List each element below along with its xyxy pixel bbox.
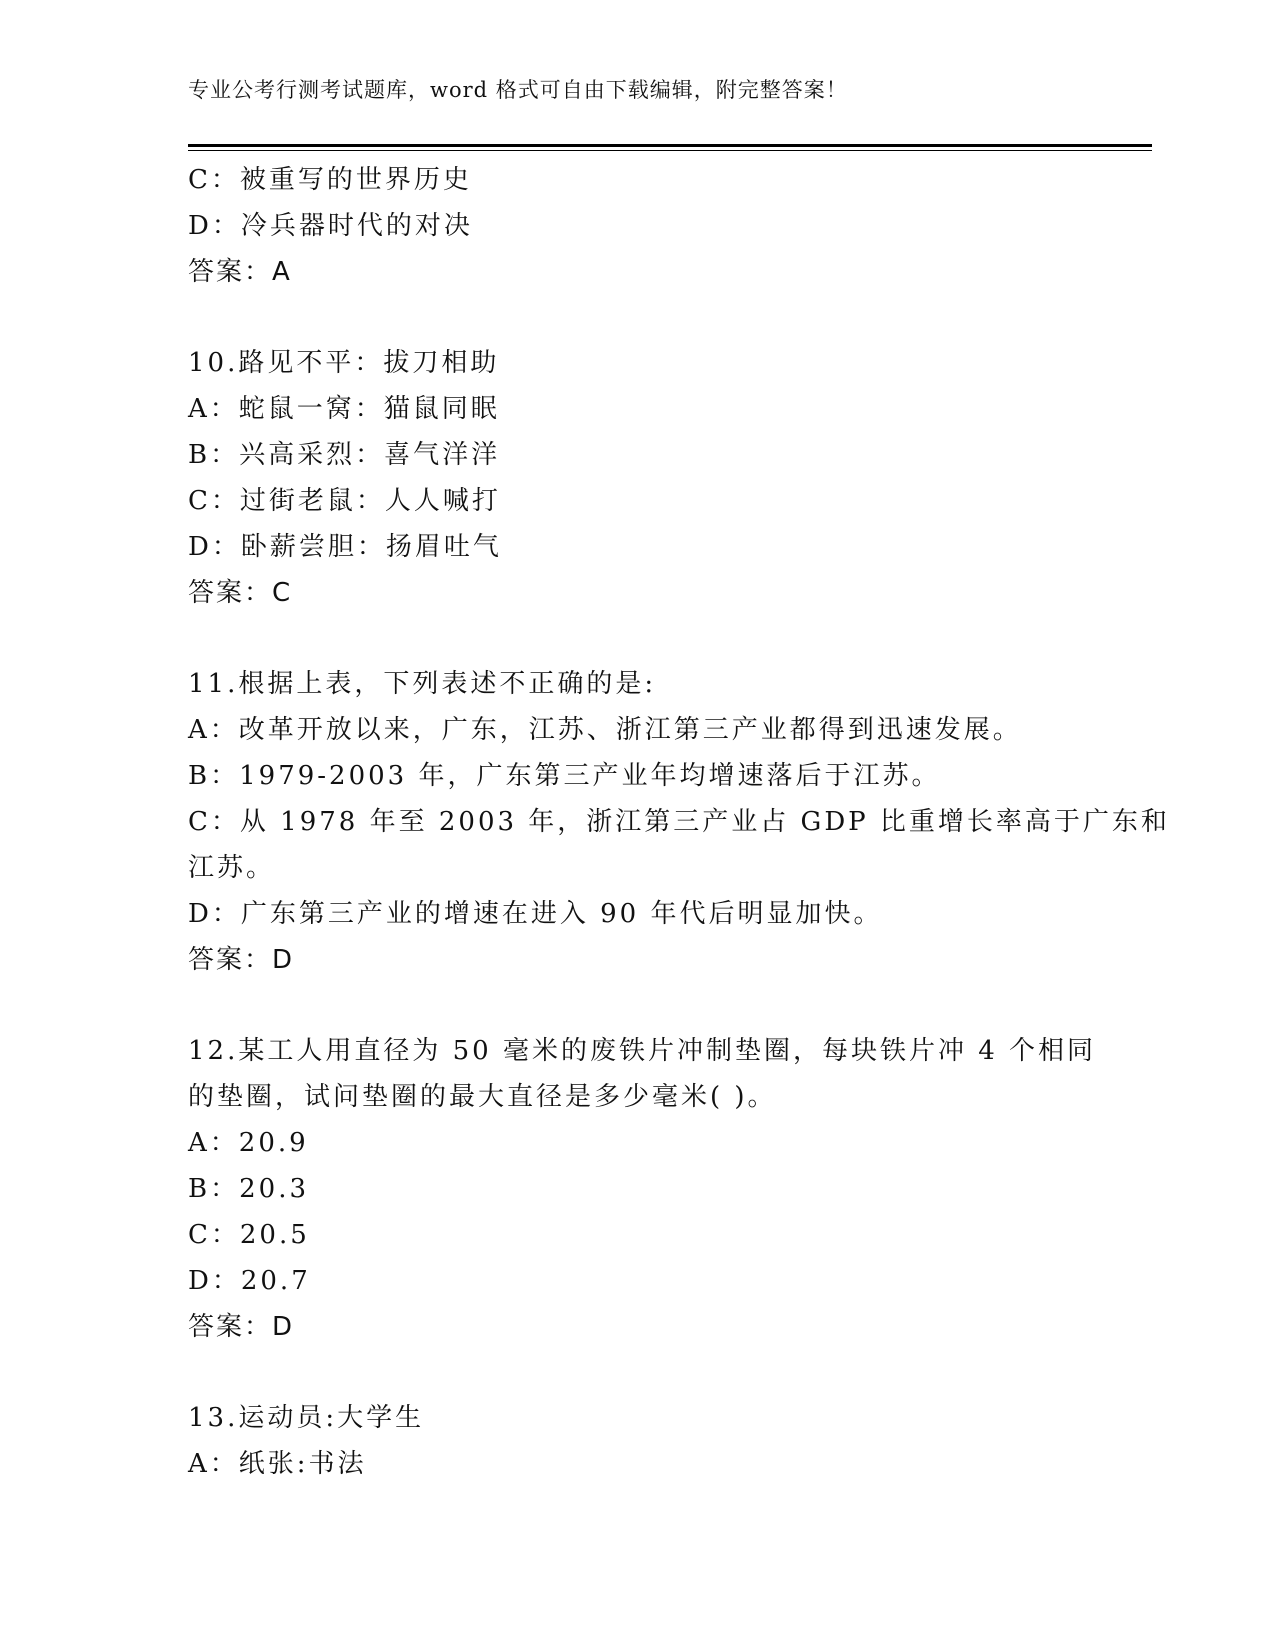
answer-line: 答案：D — [188, 1312, 295, 1342]
option-c: C：20.5 — [188, 1220, 310, 1250]
option-b: B：1979-2003 年，广东第三产业年均增速落后于江苏。 — [188, 761, 941, 791]
question-stem: 13.运动员:大学生 — [188, 1403, 425, 1433]
spacer — [188, 616, 1088, 661]
option-a: A：20.9 — [188, 1128, 309, 1158]
page-header: 专业公考行测考试题库，word 格式可自由下载编辑，附完整答案！ — [188, 78, 848, 102]
spacer — [188, 1350, 1088, 1395]
option-d: D：卧薪尝胆：扬眉吐气 — [188, 532, 502, 562]
option-d: D：广东第三产业的增速在进入 90 年代后明显加快。 — [188, 899, 883, 929]
question-stem-continued: 的垫圈，试问垫圈的最大直径是多少毫米( )。 — [188, 1082, 777, 1112]
answer-line: 答案：C — [188, 578, 293, 608]
spacer — [188, 295, 1088, 340]
question-10 — [188, 340, 1088, 616]
option-a: A：蛇鼠一窝：猫鼠同眠 — [188, 394, 500, 424]
option-a: A：纸张:书法 — [188, 1449, 367, 1479]
option-b: B：20.3 — [188, 1174, 309, 1204]
question-12 — [188, 1028, 1097, 1350]
option-c: C：从 1978 年至 2003 年，浙江第三产业占 GDP 比重增长率高于广东和 — [188, 807, 1170, 837]
option-d: D：20.7 — [188, 1266, 311, 1296]
header-rule-thick — [188, 144, 1152, 147]
option-d: D：冷兵器时代的对决 — [188, 211, 473, 241]
question-stem: 12.某工人用直径为 50 毫米的废铁片冲制垫圈，每块铁片冲 4 个相同 — [188, 1036, 1097, 1066]
question-13 — [188, 1395, 1088, 1487]
question-9 — [188, 157, 1088, 295]
option-c: C：被重写的世界历史 — [188, 165, 472, 195]
question-list — [188, 157, 1170, 1487]
question-11 — [188, 661, 1170, 983]
question-stem: 11.根据上表，下列表述不正确的是: — [188, 669, 657, 699]
answer-line: 答案：A — [188, 257, 292, 287]
spacer — [188, 983, 1088, 1028]
answer-line: 答案：D — [188, 945, 295, 975]
option-a: A：改革开放以来，广东，江苏、浙江第三产业都得到迅速发展。 — [188, 715, 1022, 745]
option-c-continued: 江苏。 — [188, 853, 276, 883]
header-rule-thin — [188, 150, 1152, 151]
question-stem: 10.路见不平：拔刀相助 — [188, 348, 500, 378]
option-b: B：兴高采烈：喜气洋洋 — [188, 440, 501, 470]
option-c: C：过街老鼠：人人喊打 — [188, 486, 501, 516]
